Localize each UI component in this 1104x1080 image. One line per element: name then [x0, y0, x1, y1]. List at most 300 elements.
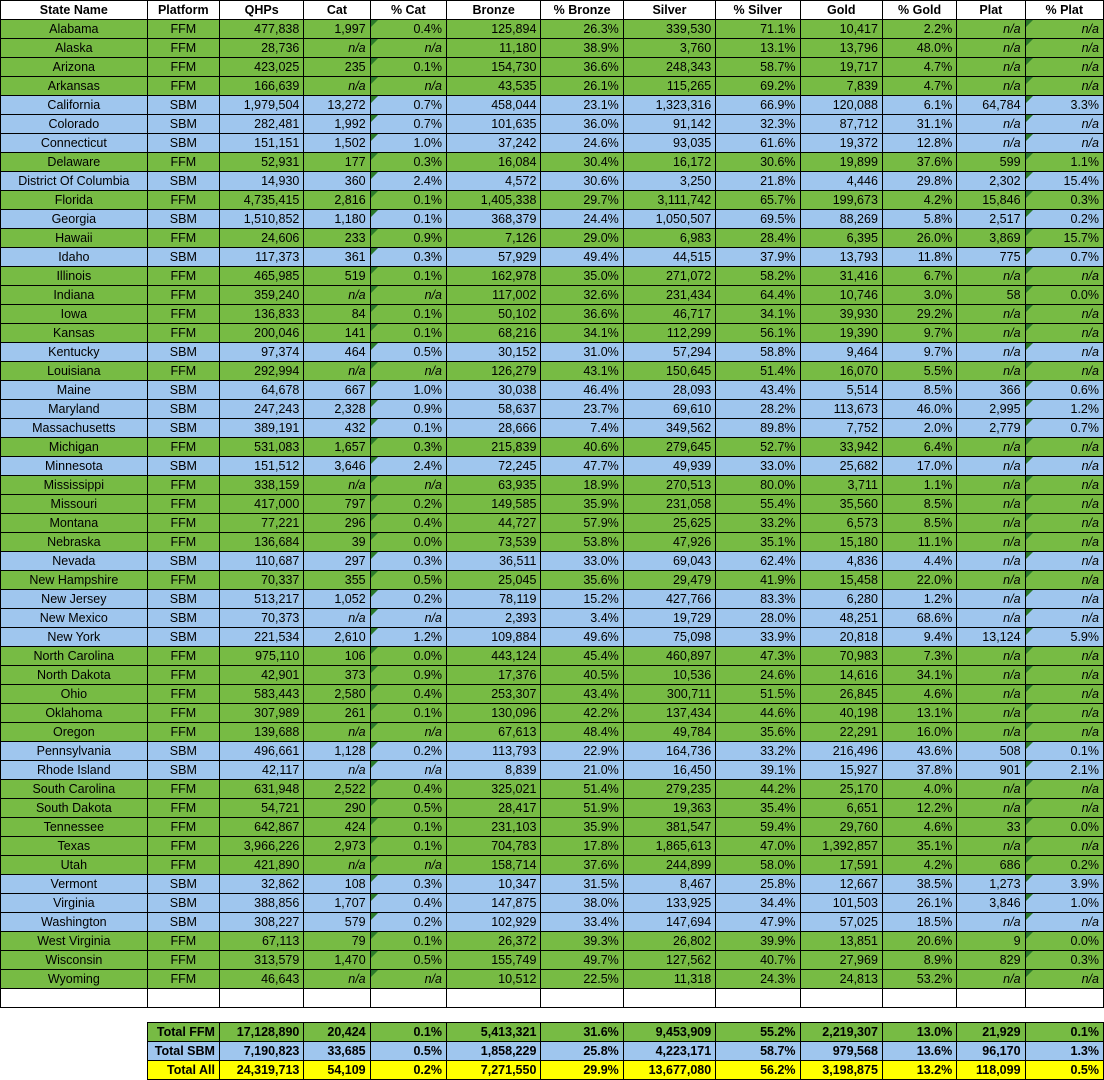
cell-qhps: 975,110 [219, 647, 303, 666]
cell-gold: 26,845 [800, 685, 882, 704]
cell-platform: FFM [147, 153, 219, 172]
totals-gold: 979,568 [800, 1042, 882, 1061]
cell-qhps: 42,117 [219, 761, 303, 780]
cell-bronze: 325,021 [446, 780, 540, 799]
cell-silver: 29,479 [623, 571, 715, 590]
cell-silver: 150,645 [623, 362, 715, 381]
cell-pbronze: 30.4% [541, 153, 623, 172]
cell-pplat: n/a [1025, 343, 1103, 362]
table-row [1, 552, 1104, 571]
cell-platform: FFM [147, 780, 219, 799]
cell-bronze: 72,245 [446, 457, 540, 476]
cell-gold: 3,711 [800, 476, 882, 495]
cell-silver: 49,939 [623, 457, 715, 476]
cell-state: Ohio [1, 685, 148, 704]
cell-qhps: 3,966,226 [219, 837, 303, 856]
cell-pplat: 5.9% [1025, 628, 1103, 647]
column-header-pct-gold: % Gold [882, 1, 956, 20]
table-row [1, 438, 1104, 457]
cell-cat: 2,522 [304, 780, 370, 799]
cell-cat: 2,816 [304, 191, 370, 210]
cell-plat: 3,869 [957, 229, 1025, 248]
cell-silver: 69,043 [623, 552, 715, 571]
cell-gold: 6,651 [800, 799, 882, 818]
cell-gold: 19,390 [800, 324, 882, 343]
cell-gold: 40,198 [800, 704, 882, 723]
cell-bronze: 36,511 [446, 552, 540, 571]
cell-qhps: 110,687 [219, 552, 303, 571]
cell-pplat: 15.7% [1025, 229, 1103, 248]
cell-gold: 7,752 [800, 419, 882, 438]
totals-bronze: 1,858,229 [446, 1042, 540, 1061]
column-header-platform: Platform [147, 1, 219, 20]
cell-bronze: 149,585 [446, 495, 540, 514]
cell-plat: n/a [957, 780, 1025, 799]
cell-pcat: 0.1% [370, 58, 446, 77]
table-row [1, 362, 1104, 381]
cell-platform: SBM [147, 134, 219, 153]
cell-state: Maryland [1, 400, 148, 419]
cell-bronze: 50,102 [446, 305, 540, 324]
cell-plat: 901 [957, 761, 1025, 780]
cell-pbronze: 45.4% [541, 647, 623, 666]
cell-platform: SBM [147, 761, 219, 780]
cell-state: California [1, 96, 148, 115]
cell-gold: 35,560 [800, 495, 882, 514]
cell-gold: 4,836 [800, 552, 882, 571]
cell-state: Hawaii [1, 229, 148, 248]
cell-pcat: 0.1% [370, 818, 446, 837]
cell-platform: FFM [147, 20, 219, 39]
totals-row [1, 1042, 1104, 1061]
cell-gold: 70,983 [800, 647, 882, 666]
cell-pgold: 6.4% [882, 438, 956, 457]
spacer-cell [541, 989, 623, 1008]
cell-pgold: 17.0% [882, 457, 956, 476]
table-row [1, 305, 1104, 324]
cell-psilver: 69.2% [716, 77, 800, 96]
cell-bronze: 67,613 [446, 723, 540, 742]
cell-state: Florida [1, 191, 148, 210]
cell-pcat: n/a [370, 761, 446, 780]
cell-platform: SBM [147, 115, 219, 134]
cell-silver: 381,547 [623, 818, 715, 837]
cell-platform: FFM [147, 514, 219, 533]
cell-bronze: 1,405,338 [446, 191, 540, 210]
cell-pplat: 1.2% [1025, 400, 1103, 419]
cell-silver: 460,897 [623, 647, 715, 666]
cell-pbronze: 46.4% [541, 381, 623, 400]
cell-pgold: 6.1% [882, 96, 956, 115]
cell-state: Nevada [1, 552, 148, 571]
cell-pbronze: 48.4% [541, 723, 623, 742]
table-row [1, 343, 1104, 362]
table-row [1, 590, 1104, 609]
cell-plat: n/a [957, 476, 1025, 495]
cell-state: Vermont [1, 875, 148, 894]
cell-gold: 113,673 [800, 400, 882, 419]
cell-state: Virginia [1, 894, 148, 913]
cell-qhps: 477,838 [219, 20, 303, 39]
cell-bronze: 368,379 [446, 210, 540, 229]
cell-pcat: 0.9% [370, 400, 446, 419]
cell-pgold: 29.8% [882, 172, 956, 191]
cell-psilver: 35.6% [716, 723, 800, 742]
cell-psilver: 34.4% [716, 894, 800, 913]
cell-pgold: 11.8% [882, 248, 956, 267]
cell-bronze: 253,307 [446, 685, 540, 704]
table-row [1, 115, 1104, 134]
cell-pcat: 0.3% [370, 248, 446, 267]
cell-psilver: 47.0% [716, 837, 800, 856]
cell-pplat: 0.7% [1025, 248, 1103, 267]
totals-silver: 13,677,080 [623, 1061, 715, 1080]
totals-psilver: 58.7% [716, 1042, 800, 1061]
cell-gold: 19,372 [800, 134, 882, 153]
cell-pbronze: 3.4% [541, 609, 623, 628]
cell-plat: n/a [957, 647, 1025, 666]
cell-plat: n/a [957, 134, 1025, 153]
cell-psilver: 28.0% [716, 609, 800, 628]
cell-silver: 69,610 [623, 400, 715, 419]
cell-pcat: n/a [370, 723, 446, 742]
cell-pplat: n/a [1025, 495, 1103, 514]
cell-qhps: 24,606 [219, 229, 303, 248]
cell-platform: FFM [147, 647, 219, 666]
cell-pbronze: 35.0% [541, 267, 623, 286]
cell-qhps: 247,243 [219, 400, 303, 419]
cell-state: Alabama [1, 20, 148, 39]
cell-psilver: 65.7% [716, 191, 800, 210]
cell-silver: 1,323,316 [623, 96, 715, 115]
cell-bronze: 17,376 [446, 666, 540, 685]
cell-pplat: n/a [1025, 324, 1103, 343]
cell-qhps: 421,890 [219, 856, 303, 875]
cell-cat: 424 [304, 818, 370, 837]
table-row [1, 514, 1104, 533]
cell-silver: 93,035 [623, 134, 715, 153]
cell-pcat: 0.2% [370, 913, 446, 932]
cell-cat: 464 [304, 343, 370, 362]
cell-silver: 270,513 [623, 476, 715, 495]
totals-psilver: 55.2% [716, 1023, 800, 1042]
cell-plat: 2,779 [957, 419, 1025, 438]
cell-qhps: 28,736 [219, 39, 303, 58]
cell-psilver: 24.6% [716, 666, 800, 685]
cell-bronze: 30,038 [446, 381, 540, 400]
cell-pgold: 18.5% [882, 913, 956, 932]
cell-gold: 39,930 [800, 305, 882, 324]
cell-state: Wisconsin [1, 951, 148, 970]
cell-pgold: 12.2% [882, 799, 956, 818]
cell-pplat: n/a [1025, 590, 1103, 609]
cell-bronze: 102,929 [446, 913, 540, 932]
cell-plat: 775 [957, 248, 1025, 267]
cell-cat: 177 [304, 153, 370, 172]
table-row [1, 419, 1104, 438]
totals-label: Total All [147, 1061, 219, 1080]
cell-state: Alaska [1, 39, 148, 58]
table-row [1, 77, 1104, 96]
cell-state: Kentucky [1, 343, 148, 362]
cell-psilver: 55.4% [716, 495, 800, 514]
cell-pcat: n/a [370, 476, 446, 495]
cell-bronze: 4,572 [446, 172, 540, 191]
cell-plat: n/a [957, 571, 1025, 590]
totals-pgold: 13.2% [882, 1061, 956, 1080]
cell-gold: 13,793 [800, 248, 882, 267]
cell-cat: n/a [304, 286, 370, 305]
cell-gold: 17,591 [800, 856, 882, 875]
cell-silver: 28,093 [623, 381, 715, 400]
cell-pplat: n/a [1025, 39, 1103, 58]
cell-state: Tennessee [1, 818, 148, 837]
cell-state: Iowa [1, 305, 148, 324]
cell-pbronze: 15.2% [541, 590, 623, 609]
cell-plat: n/a [957, 552, 1025, 571]
cell-gold: 25,170 [800, 780, 882, 799]
cell-pplat: n/a [1025, 305, 1103, 324]
cell-silver: 1,050,507 [623, 210, 715, 229]
cell-cat: 106 [304, 647, 370, 666]
cell-state: Minnesota [1, 457, 148, 476]
cell-pcat: 0.4% [370, 514, 446, 533]
cell-platform: SBM [147, 381, 219, 400]
cell-pgold: 9.7% [882, 343, 956, 362]
cell-silver: 25,625 [623, 514, 715, 533]
cell-pcat: 2.4% [370, 457, 446, 476]
cell-silver: 133,925 [623, 894, 715, 913]
cell-cat: 1,997 [304, 20, 370, 39]
cell-plat: n/a [957, 590, 1025, 609]
cell-pcat: 0.4% [370, 894, 446, 913]
cell-state: Georgia [1, 210, 148, 229]
cell-platform: SBM [147, 96, 219, 115]
table-row [1, 457, 1104, 476]
spacer-cell [370, 989, 446, 1008]
cell-cat: 1,502 [304, 134, 370, 153]
spacer-row [1, 989, 1104, 1008]
spacer-cell [147, 989, 219, 1008]
cell-state: New Jersey [1, 590, 148, 609]
cell-pcat: n/a [370, 970, 446, 989]
cell-qhps: 166,639 [219, 77, 303, 96]
gap-cell [541, 1008, 623, 1023]
cell-bronze: 25,045 [446, 571, 540, 590]
cell-state: Connecticut [1, 134, 148, 153]
cell-plat: 829 [957, 951, 1025, 970]
cell-pplat: n/a [1025, 134, 1103, 153]
cell-pbronze: 31.0% [541, 343, 623, 362]
spacer-cell [716, 989, 800, 1008]
cell-cat: 2,580 [304, 685, 370, 704]
cell-pbronze: 37.6% [541, 856, 623, 875]
cell-plat: n/a [957, 913, 1025, 932]
cell-gold: 19,717 [800, 58, 882, 77]
cell-pplat: 2.1% [1025, 761, 1103, 780]
column-header-pct-cat: % Cat [370, 1, 446, 20]
cell-state: Colorado [1, 115, 148, 134]
cell-gold: 216,496 [800, 742, 882, 761]
cell-bronze: 113,793 [446, 742, 540, 761]
cell-plat: 9 [957, 932, 1025, 951]
table-row [1, 818, 1104, 837]
cell-cat: 1,657 [304, 438, 370, 457]
cell-platform: SBM [147, 609, 219, 628]
table-row [1, 210, 1104, 229]
cell-plat: n/a [957, 267, 1025, 286]
cell-gold: 20,818 [800, 628, 882, 647]
cell-cat: 79 [304, 932, 370, 951]
cell-platform: FFM [147, 191, 219, 210]
cell-gold: 6,280 [800, 590, 882, 609]
cell-pbronze: 23.7% [541, 400, 623, 419]
cell-plat: 366 [957, 381, 1025, 400]
cell-pbronze: 32.6% [541, 286, 623, 305]
cell-pplat: n/a [1025, 438, 1103, 457]
cell-silver: 75,098 [623, 628, 715, 647]
cell-platform: SBM [147, 457, 219, 476]
cell-silver: 47,926 [623, 533, 715, 552]
gap-cell [800, 1008, 882, 1023]
cell-platform: FFM [147, 856, 219, 875]
cell-plat: n/a [957, 837, 1025, 856]
cell-bronze: 130,096 [446, 704, 540, 723]
cell-bronze: 125,894 [446, 20, 540, 39]
cell-cat: 355 [304, 571, 370, 590]
table-row [1, 609, 1104, 628]
cell-bronze: 73,539 [446, 533, 540, 552]
cell-state: Louisiana [1, 362, 148, 381]
cell-pgold: 4.2% [882, 191, 956, 210]
table-row [1, 685, 1104, 704]
cell-qhps: 151,151 [219, 134, 303, 153]
cell-pgold: 8.5% [882, 381, 956, 400]
cell-gold: 13,796 [800, 39, 882, 58]
cell-pbronze: 38.0% [541, 894, 623, 913]
cell-gold: 31,416 [800, 267, 882, 286]
cell-pbronze: 35.6% [541, 571, 623, 590]
cell-bronze: 2,393 [446, 609, 540, 628]
cell-pbronze: 40.6% [541, 438, 623, 457]
cell-cat: 1,180 [304, 210, 370, 229]
cell-bronze: 101,635 [446, 115, 540, 134]
cell-state: Pennsylvania [1, 742, 148, 761]
cell-platform: FFM [147, 286, 219, 305]
cell-silver: 44,515 [623, 248, 715, 267]
cell-platform: FFM [147, 799, 219, 818]
cell-pgold: 4.6% [882, 818, 956, 837]
cell-pplat: n/a [1025, 799, 1103, 818]
cell-state: Rhode Island [1, 761, 148, 780]
cell-psilver: 61.6% [716, 134, 800, 153]
cell-gold: 120,088 [800, 96, 882, 115]
table-row [1, 913, 1104, 932]
totals-cat: 20,424 [304, 1023, 370, 1042]
spacer-cell [882, 989, 956, 1008]
totals-plat: 118,099 [957, 1061, 1025, 1080]
cell-pgold: 53.2% [882, 970, 956, 989]
cell-plat: n/a [957, 115, 1025, 134]
cell-silver: 231,058 [623, 495, 715, 514]
cell-pgold: 38.5% [882, 875, 956, 894]
cell-state: Oklahoma [1, 704, 148, 723]
cell-pgold: 1.1% [882, 476, 956, 495]
cell-silver: 231,434 [623, 286, 715, 305]
spacer-cell [304, 989, 370, 1008]
totals-row [1, 1061, 1104, 1080]
cell-gold: 199,673 [800, 191, 882, 210]
table-row [1, 191, 1104, 210]
cell-pplat: n/a [1025, 704, 1103, 723]
cell-pgold: 2.0% [882, 419, 956, 438]
cell-qhps: 423,025 [219, 58, 303, 77]
cell-bronze: 28,417 [446, 799, 540, 818]
cell-psilver: 33.2% [716, 514, 800, 533]
cell-bronze: 28,666 [446, 419, 540, 438]
cell-platform: FFM [147, 951, 219, 970]
cell-pcat: 0.9% [370, 229, 446, 248]
cell-pcat: 0.5% [370, 571, 446, 590]
cell-cat: 13,272 [304, 96, 370, 115]
cell-state: New Hampshire [1, 571, 148, 590]
cell-pplat: 15.4% [1025, 172, 1103, 191]
cell-silver: 19,729 [623, 609, 715, 628]
cell-pbronze: 57.9% [541, 514, 623, 533]
cell-psilver: 24.3% [716, 970, 800, 989]
cell-gold: 33,942 [800, 438, 882, 457]
cell-silver: 10,536 [623, 666, 715, 685]
spacer-cell [219, 989, 303, 1008]
cell-qhps: 307,989 [219, 704, 303, 723]
cell-pbronze: 29.0% [541, 229, 623, 248]
cell-cat: 235 [304, 58, 370, 77]
table-row [1, 628, 1104, 647]
totals-gold: 2,219,307 [800, 1023, 882, 1042]
cell-gold: 22,291 [800, 723, 882, 742]
cell-state: Mississippi [1, 476, 148, 495]
cell-cat: 2,328 [304, 400, 370, 419]
cell-pbronze: 30.6% [541, 172, 623, 191]
cell-pbronze: 35.9% [541, 495, 623, 514]
cell-state: Maine [1, 381, 148, 400]
cell-pplat: n/a [1025, 647, 1103, 666]
table-row [1, 723, 1104, 742]
cell-pplat: n/a [1025, 457, 1103, 476]
cell-psilver: 58.0% [716, 856, 800, 875]
totals-pbronze: 31.6% [541, 1023, 623, 1042]
gap-cell [1, 1008, 148, 1023]
cell-state: District Of Columbia [1, 172, 148, 191]
cell-state: Delaware [1, 153, 148, 172]
cell-silver: 3,250 [623, 172, 715, 191]
cell-pgold: 4.4% [882, 552, 956, 571]
cell-platform: FFM [147, 818, 219, 837]
cell-platform: FFM [147, 533, 219, 552]
cell-pbronze: 40.5% [541, 666, 623, 685]
cell-psilver: 51.4% [716, 362, 800, 381]
cell-state: Texas [1, 837, 148, 856]
cell-plat: 2,995 [957, 400, 1025, 419]
cell-state: Indiana [1, 286, 148, 305]
cell-cat: 579 [304, 913, 370, 932]
cell-bronze: 68,216 [446, 324, 540, 343]
cell-pcat: 0.3% [370, 875, 446, 894]
cell-psilver: 66.9% [716, 96, 800, 115]
cell-gold: 15,458 [800, 571, 882, 590]
cell-plat: n/a [957, 514, 1025, 533]
cell-platform: FFM [147, 476, 219, 495]
